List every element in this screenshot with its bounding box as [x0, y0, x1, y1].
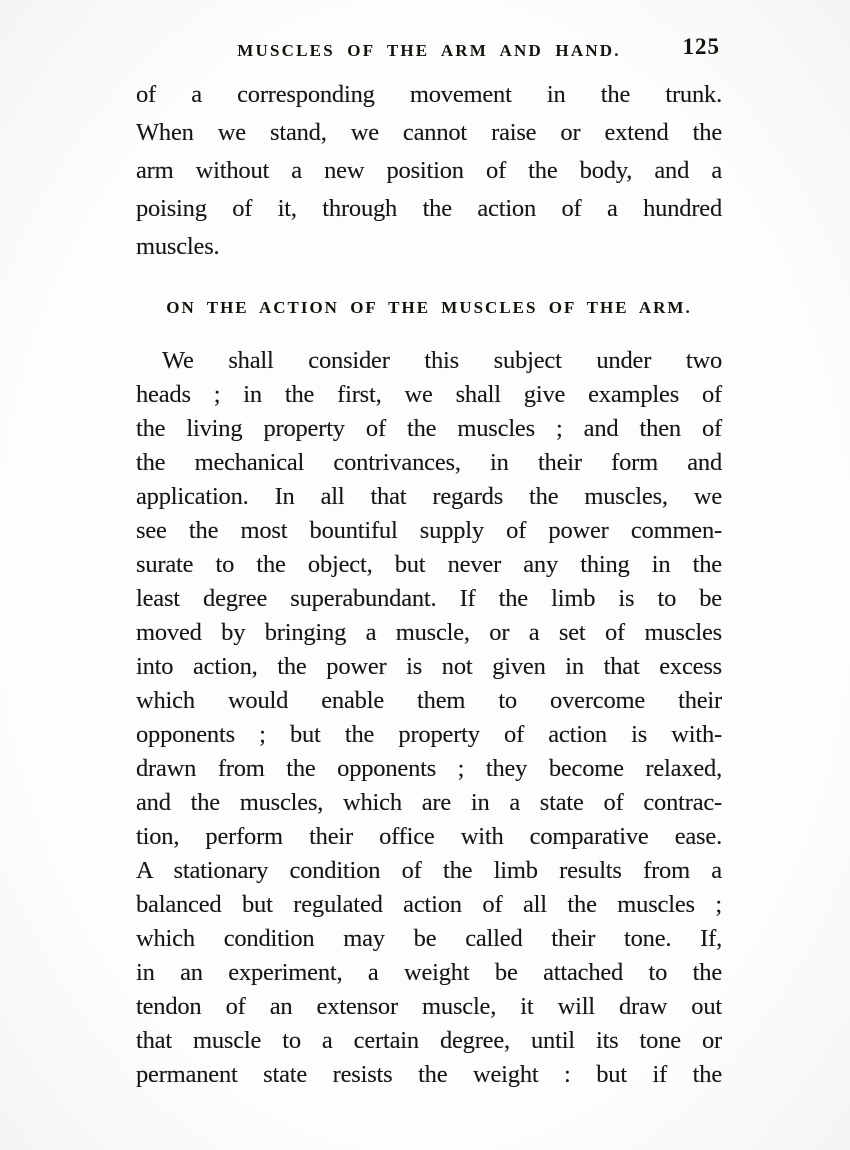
- text-line: and the muscles, which are in a state of contrac-: [136, 789, 722, 816]
- text-line: drawn from the opponents ; they become relaxed,: [136, 755, 722, 782]
- text-line: balanced but regulated action of all the muscles ;: [136, 891, 722, 918]
- text-line: muscles.: [136, 233, 220, 260]
- text-line: see the most bountiful supply of power commen-: [136, 517, 722, 544]
- text-line: the mechanical contrivances, in their form and: [136, 449, 722, 476]
- text-line: which condition may be called their tone. If,: [136, 925, 722, 952]
- text-line: which would enable them to overcome their: [136, 687, 722, 714]
- text-line: tion, perform their office with comparative ease.: [136, 823, 722, 850]
- opening-paragraph: [136, 76, 722, 266]
- body-paragraph: [136, 344, 722, 1092]
- text-line: poising of it, through the action of a hundred: [136, 195, 722, 222]
- text-line: When we stand, we cannot raise or extend the: [136, 119, 722, 146]
- text-block: [136, 36, 722, 1092]
- text-line: that muscle to a certain degree, until its tone or: [136, 1027, 722, 1054]
- page-number: 125: [682, 34, 720, 59]
- text-line: of a corresponding movement in the trunk.: [136, 81, 722, 108]
- text-line: moved by bringing a muscle, or a set of muscles: [136, 619, 722, 646]
- text-line: heads ; in the first, we shall give examples of: [136, 381, 722, 408]
- text-line: application. In all that regards the muscles, we: [136, 483, 722, 510]
- text-line: opponents ; but the property of action is with-: [136, 721, 722, 748]
- text-line: the living property of the muscles ; and then of: [136, 415, 722, 442]
- running-title: MUSCLES OF THE ARM AND HAND.: [237, 41, 621, 60]
- section-heading: ON THE ACTION OF THE MUSCLES OF THE ARM.: [166, 298, 692, 317]
- text-line: We shall consider this subject under two: [162, 347, 722, 374]
- text-line: permanent state resists the weight : but if the: [136, 1061, 722, 1088]
- text-line: least degree superabundant. If the limb is to be: [136, 585, 722, 612]
- text-line: in an experiment, a weight be attached to the: [136, 959, 722, 986]
- page-header: [136, 36, 722, 66]
- text-line: A stationary condition of the limb results from a: [136, 857, 722, 884]
- text-line: surate to the object, but never any thing in the: [136, 551, 722, 578]
- text-line: into action, the power is not given in that excess: [136, 653, 722, 680]
- text-line: tendon of an extensor muscle, it will draw out: [136, 993, 722, 1020]
- text-line: arm without a new position of the body, and a: [136, 157, 722, 184]
